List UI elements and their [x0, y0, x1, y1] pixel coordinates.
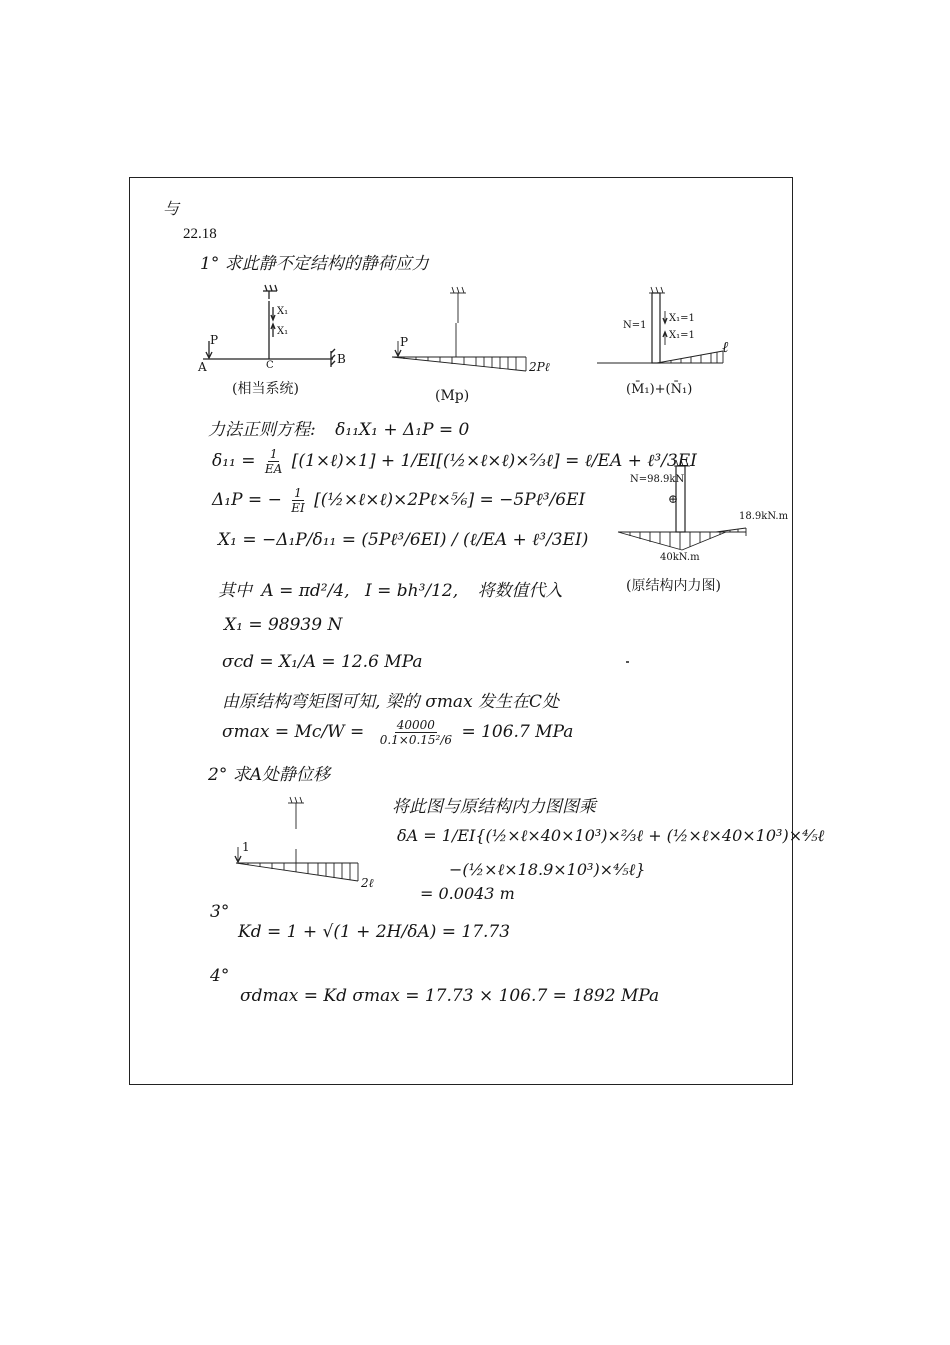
fig1-caption: (相当系统) [232, 381, 299, 397]
fig1-C: C [266, 360, 274, 371]
canonical-equation-line [208, 415, 469, 440]
part3-formula: Kd = 1 + √(1 + 2H/δA) = 17.73 [238, 922, 511, 942]
fig1-X1-top: X₁ [277, 306, 289, 317]
fig1-P: P [210, 333, 219, 347]
part2-unit-load-diagram [230, 795, 380, 895]
part1-heading: 1° 求此静不定结构的静荷应力 [200, 254, 429, 274]
where-prefix: 其中 [218, 581, 252, 601]
delta1p-line [212, 486, 585, 515]
fig4-caption: (原结构内力图) [626, 578, 721, 594]
x1-formula: X₁ = −Δ₁P/δ₁₁ = (5Pℓ³/6EI) / (ℓ/EA + ℓ³/3EI) [218, 530, 589, 550]
sigma-max-num: 40000 [396, 718, 435, 732]
fig2-mp-diagram [390, 285, 550, 380]
corner-mark: 与 [163, 199, 180, 218]
where-I: I = bh³/12 [364, 581, 453, 601]
part2-fig-2l: 2ℓ [361, 876, 374, 890]
delta11-rhs: [(1×ℓ)×1] + 1/EI[(½×ℓ×ℓ)×⅔ℓ] = ℓ/EA + ℓ³/3EI [291, 451, 697, 471]
canonical-equation: δ₁₁X₁ + Δ₁P = 0 [335, 420, 470, 440]
sigma-max-result: = 106.7 MPa [461, 722, 574, 742]
fig1-A: A [198, 360, 207, 374]
canonical-label: 力法正则方程: [208, 420, 316, 440]
fig2-P: P [400, 335, 409, 349]
fig3-caption: (M̄₁)+(N̄₁) [626, 382, 693, 397]
fig4-18.9: 18.9kN.m [739, 511, 789, 522]
part4-formula: σdmax = Kd σmax = 17.73 × 106.7 = 1892 MPa [240, 986, 660, 1006]
delta11-line [212, 447, 697, 476]
fig3-X1-top: X₁=1 [669, 313, 695, 324]
where-suffix: 将数值代入 [477, 581, 563, 601]
x1-value: X₁ = 98939 N [224, 615, 343, 635]
sigma-cd: σcd = X₁/A = 12.6 MPa [222, 652, 423, 672]
fig2-caption: (Mp) [435, 388, 470, 404]
sigma-max-line [222, 718, 573, 747]
part2-note: 将此图与原结构内力图图乘 [392, 797, 596, 817]
fig2-2Pl: 2Pℓ [529, 360, 550, 374]
fig4-N: N=98.9kN [630, 474, 685, 485]
problem-number: 22.18 [183, 226, 217, 242]
deltaA-line1: δA = 1/EI{(½×ℓ×40×10³)×⅔ℓ + (½×ℓ×40×10³)×⅘ℓ [397, 826, 825, 845]
fig3-X1-bottom: X₁=1 [669, 330, 695, 341]
stray-mark [626, 661, 629, 663]
part4-marker: 4° [210, 966, 230, 986]
delta1p-lhs: Δ₁P = − [212, 490, 282, 510]
fig3-N: N=1 [623, 320, 647, 331]
fig1-equivalent-system [195, 285, 355, 380]
delta11-lhs: δ₁₁ = [212, 451, 256, 471]
deltaA-line3: = 0.0043 m [420, 884, 515, 903]
delta1p-fraction: $\frac{1}{EI}$ [291, 486, 305, 515]
part2-heading: 2° 求A处静位移 [208, 765, 330, 785]
delta11-fraction: $\frac{1}{EA}$ [264, 447, 283, 476]
part3-marker: 3° [210, 902, 230, 922]
deltaA-line2: −(½×ℓ×18.9×10³)×⅘ℓ} [449, 860, 646, 879]
delta1p-rhs: [(½×ℓ×ℓ)×2Pℓ×⅚] = −5Pℓ³/6EI [314, 490, 586, 510]
fig1-X1-bottom: X₁ [277, 326, 289, 337]
fig1-B: B [337, 352, 346, 366]
where-line: 其中 A = πd²/4, I = bh³/12, 将数值代入 [218, 581, 563, 601]
where-A: A = πd²/4 [261, 581, 345, 601]
fig3-l: ℓ [722, 338, 729, 356]
part2-fig-1: 1 [242, 840, 250, 854]
sigma-max-note: 由原结构弯矩图可知, 梁的 σmax 发生在C处 [222, 692, 560, 712]
fig4-40: 40kN.m [660, 552, 700, 563]
fig4-plus: ⊕ [668, 492, 679, 506]
sigma-max-den: 0.1×0.15²/6 [379, 733, 453, 747]
sigma-max-lhs: σmax = Mc/W = [222, 722, 365, 742]
sigma-max-fraction [378, 718, 454, 747]
fig3-unit-diagram [597, 285, 737, 380]
